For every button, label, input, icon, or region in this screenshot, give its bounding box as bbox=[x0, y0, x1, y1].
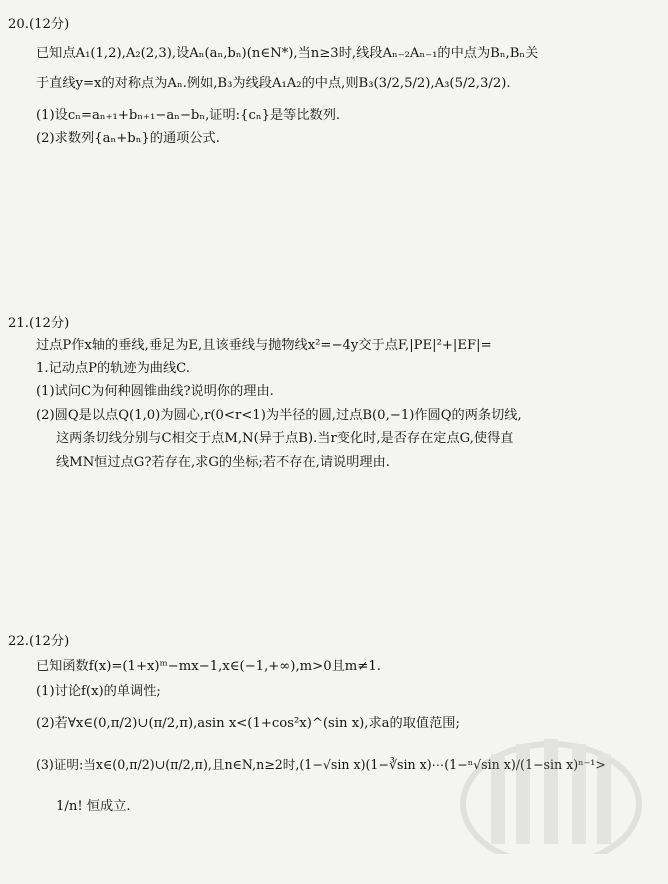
subquestion-2: (2)若∀x∈(0,π/2)∪(π/2,π),asin x<(1+cos²x)^(sin x),求a的取值范围; bbox=[36, 716, 460, 731]
problem-text-line: 过点P作x轴的垂线,垂足为E,且该垂线与抛物线x²=−4y交于点F,|PE|²+|EF|= bbox=[36, 338, 492, 353]
subquestion-2: (2)求数列{aₙ+bₙ}的通项公式. bbox=[36, 131, 220, 146]
subquestion-2-continued: 这两条切线分别与C相交于点M,N(异于点B).当r变化时,是否存在定点G,使得直 bbox=[56, 431, 514, 446]
problem-number: 22.(12分) bbox=[8, 634, 70, 649]
subquestion-3-continued: 1/n! 恒成立. bbox=[56, 799, 131, 814]
subquestion-1: (1)讨论f(x)的单调性; bbox=[36, 684, 161, 699]
subquestion-2-continued: 线MN恒过点G?若存在,求G的坐标;若不存在,请说明理由. bbox=[56, 455, 390, 470]
subquestion-2: (2)圆Q是以点Q(1,0)为圆心,r(0<r<1)为半径的圆,过点B(0,−1)作圆Q的两条切线, bbox=[36, 408, 522, 423]
subquestion-1: (1)试问C为何种圆锥曲线?说明你的理由. bbox=[36, 384, 274, 399]
subquestion-3: (3)证明:当x∈(0,π/2)∪(π/2,π),且n∈N,n≥2时,(1−√sin x)(1−∛sin x)⋯(1−ⁿ√sin x)/(1−sin x)ⁿ⁻¹> bbox=[36, 757, 606, 772]
problem-number: 21.(12分) bbox=[8, 316, 70, 331]
problem-text-line: 1.记动点P的轨迹为曲线C. bbox=[36, 361, 190, 376]
columns-watermark-icon bbox=[456, 714, 646, 854]
problem-text-line: 已知点A₁(1,2),A₂(2,3),设Aₙ(aₙ,bₙ)(n∈N*),当n≥3时,线段Aₙ₋₂Aₙ₋₁的中点为Bₙ,Bₙ关 bbox=[36, 46, 539, 61]
problem-text-line: 已知函数f(x)=(1+x)ᵐ−mx−1,x∈(−1,+∞),m>0且m≠1. bbox=[36, 659, 381, 674]
problem-number: 20.(12分) bbox=[8, 17, 70, 32]
problem-text-line: 于直线y=x的对称点为Aₙ.例如,B₃为线段A₁A₂的中点,则B₃(3/2,5/2),A₃(5/2,3/2). bbox=[36, 76, 511, 91]
subquestion-1: (1)设cₙ=aₙ₊₁+bₙ₊₁−aₙ−bₙ,证明:{cₙ}是等比数列. bbox=[36, 108, 341, 123]
